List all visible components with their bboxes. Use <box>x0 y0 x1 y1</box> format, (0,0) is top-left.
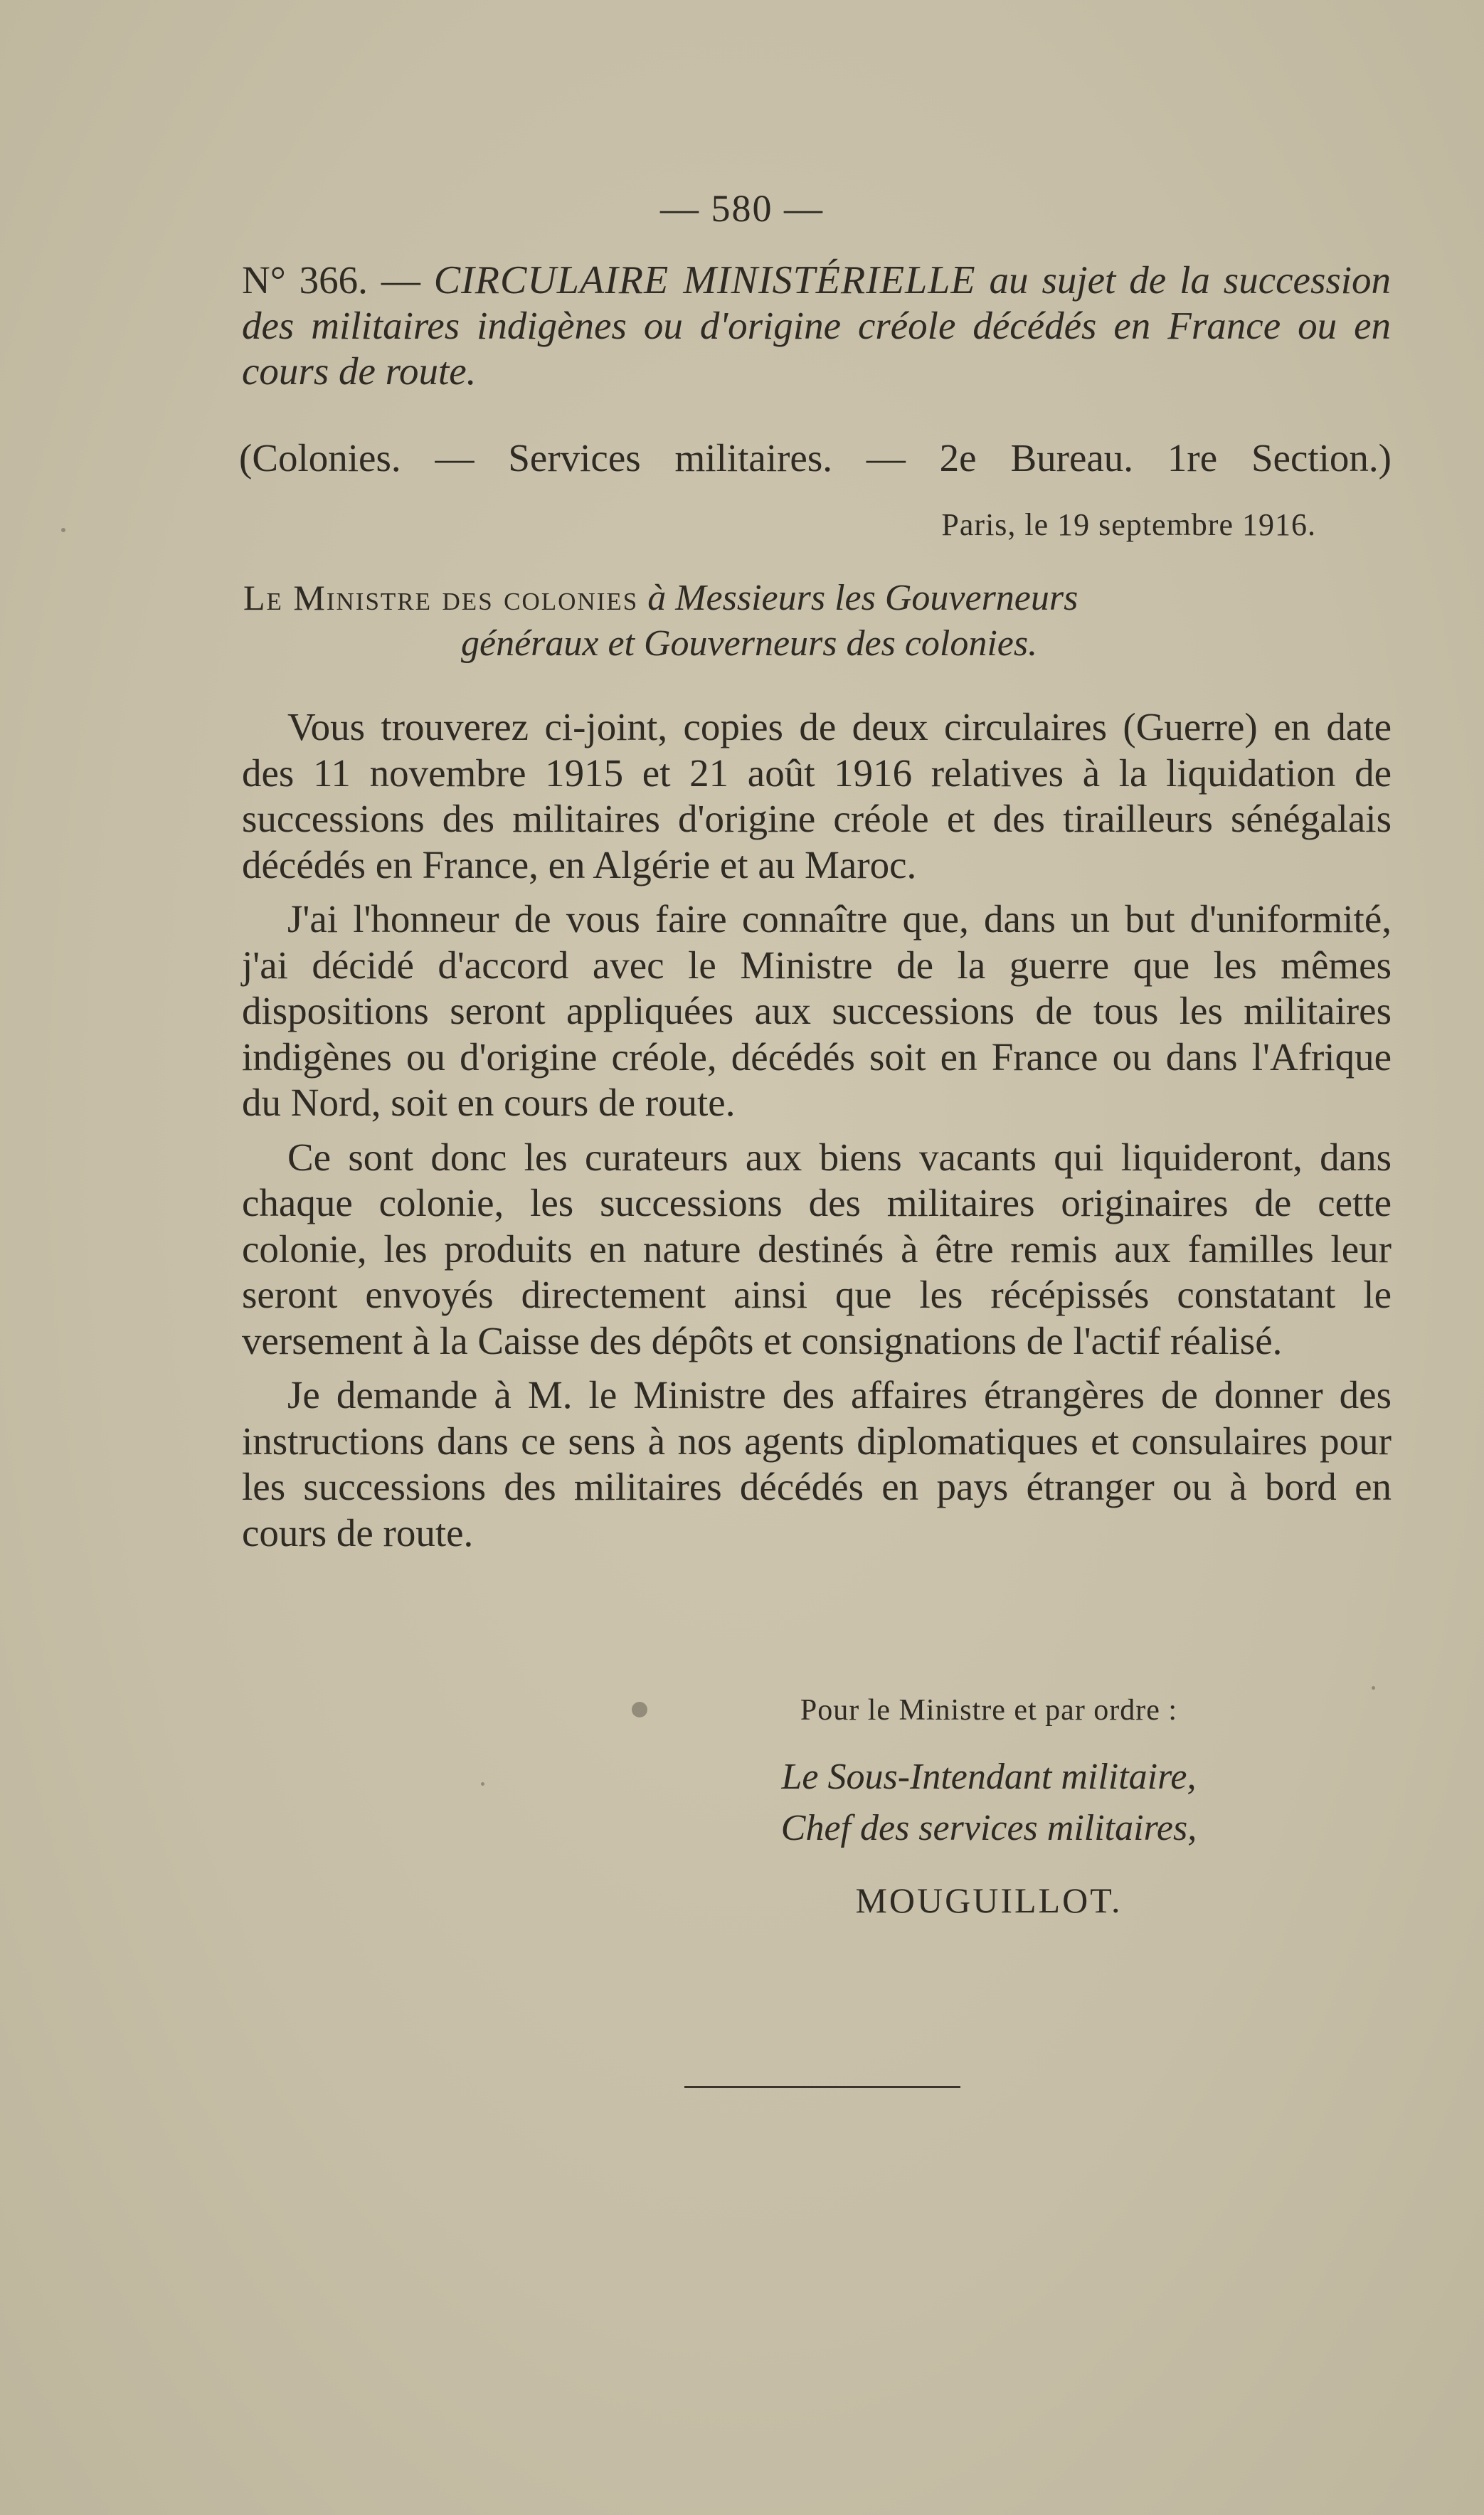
signature-title-2: Chef des services militaires, <box>780 1808 1197 1848</box>
circular-title: CIRCULAIRE MINISTÉRIELLE <box>433 258 976 302</box>
signatory-name: MOUGUILLOT. <box>855 1880 1123 1920</box>
circular-heading <box>242 258 1391 394</box>
paper-speck <box>61 528 65 532</box>
address-recipient-line2: généraux et Gouverneurs des colonies. <box>461 623 1038 664</box>
address-recipient-line1: à Messieurs les Gouverneurs <box>647 578 1078 618</box>
page-number: — 580 — <box>660 187 824 230</box>
dateline: Paris, le 19 septembre 1916. <box>941 507 1316 542</box>
address-sender: Le Ministre des colonies <box>243 578 639 618</box>
address-block <box>243 575 1392 667</box>
paragraph-1: Vous trouverez ci-joint, copies de deux circulaires (Guerre) en date des 11 novembre 1915 et 21 août 1916 relatives à la liquidation de successions des militaires d'origine créole et des tirailleurs sénégalais décédés en France, en Algérie et au Maroc. <box>242 705 1392 886</box>
paragraph-2: J'ai l'honneur de vous faire connaître que, dans un but d'uniformité, j'ai décidé d'accord avec le Ministre de la guerre que les mêmes dispositions seront appliquées aux successions de tous les militaires indigènes ou d'origine créole, décédés soit en France ou dans l'Afrique du Nord, soit en cours de route. <box>242 897 1392 1124</box>
paper-speck <box>632 1702 647 1717</box>
paragraph-4: Je demande à M. le Ministre des affaires étrangères de donner des instructions dans ce sens à nos agents diplomatiques et consulaires pour les successions des militaires décédés en pays étranger ou à bord en cours de route. <box>242 1373 1392 1555</box>
letter-body <box>242 704 1392 1564</box>
circular-number: N° 366. — <box>242 258 420 302</box>
closing-rule <box>684 2086 960 2088</box>
circular-subject: au sujet de la succession des militaires indigènes ou d'origine créole décédés en France ou en cours de route. <box>242 258 1392 393</box>
paragraph-3: Ce sont donc les curateurs aux biens vacants qui liquideront, dans chaque colonie, les successions des militaires originaires de cette colonie, les produits en nature destinés à être remis aux familles leur seront envoyés directement ainsi que les récépissés constatant le versement à la Caisse des dépôts et consignations de l'actif réalisé. <box>242 1135 1392 1362</box>
signature-block <box>683 1693 1295 1921</box>
paper-speck <box>1372 1686 1375 1690</box>
signature-title-1: Le Sous-Intendant militaire, <box>781 1757 1197 1797</box>
department-line: (Colonies. — Services militaires. — 2e Bureau. 1re Section.) <box>239 436 1392 480</box>
signature-intro: Pour le Ministre et par ordre : <box>800 1694 1178 1727</box>
paper-speck <box>481 1782 484 1786</box>
